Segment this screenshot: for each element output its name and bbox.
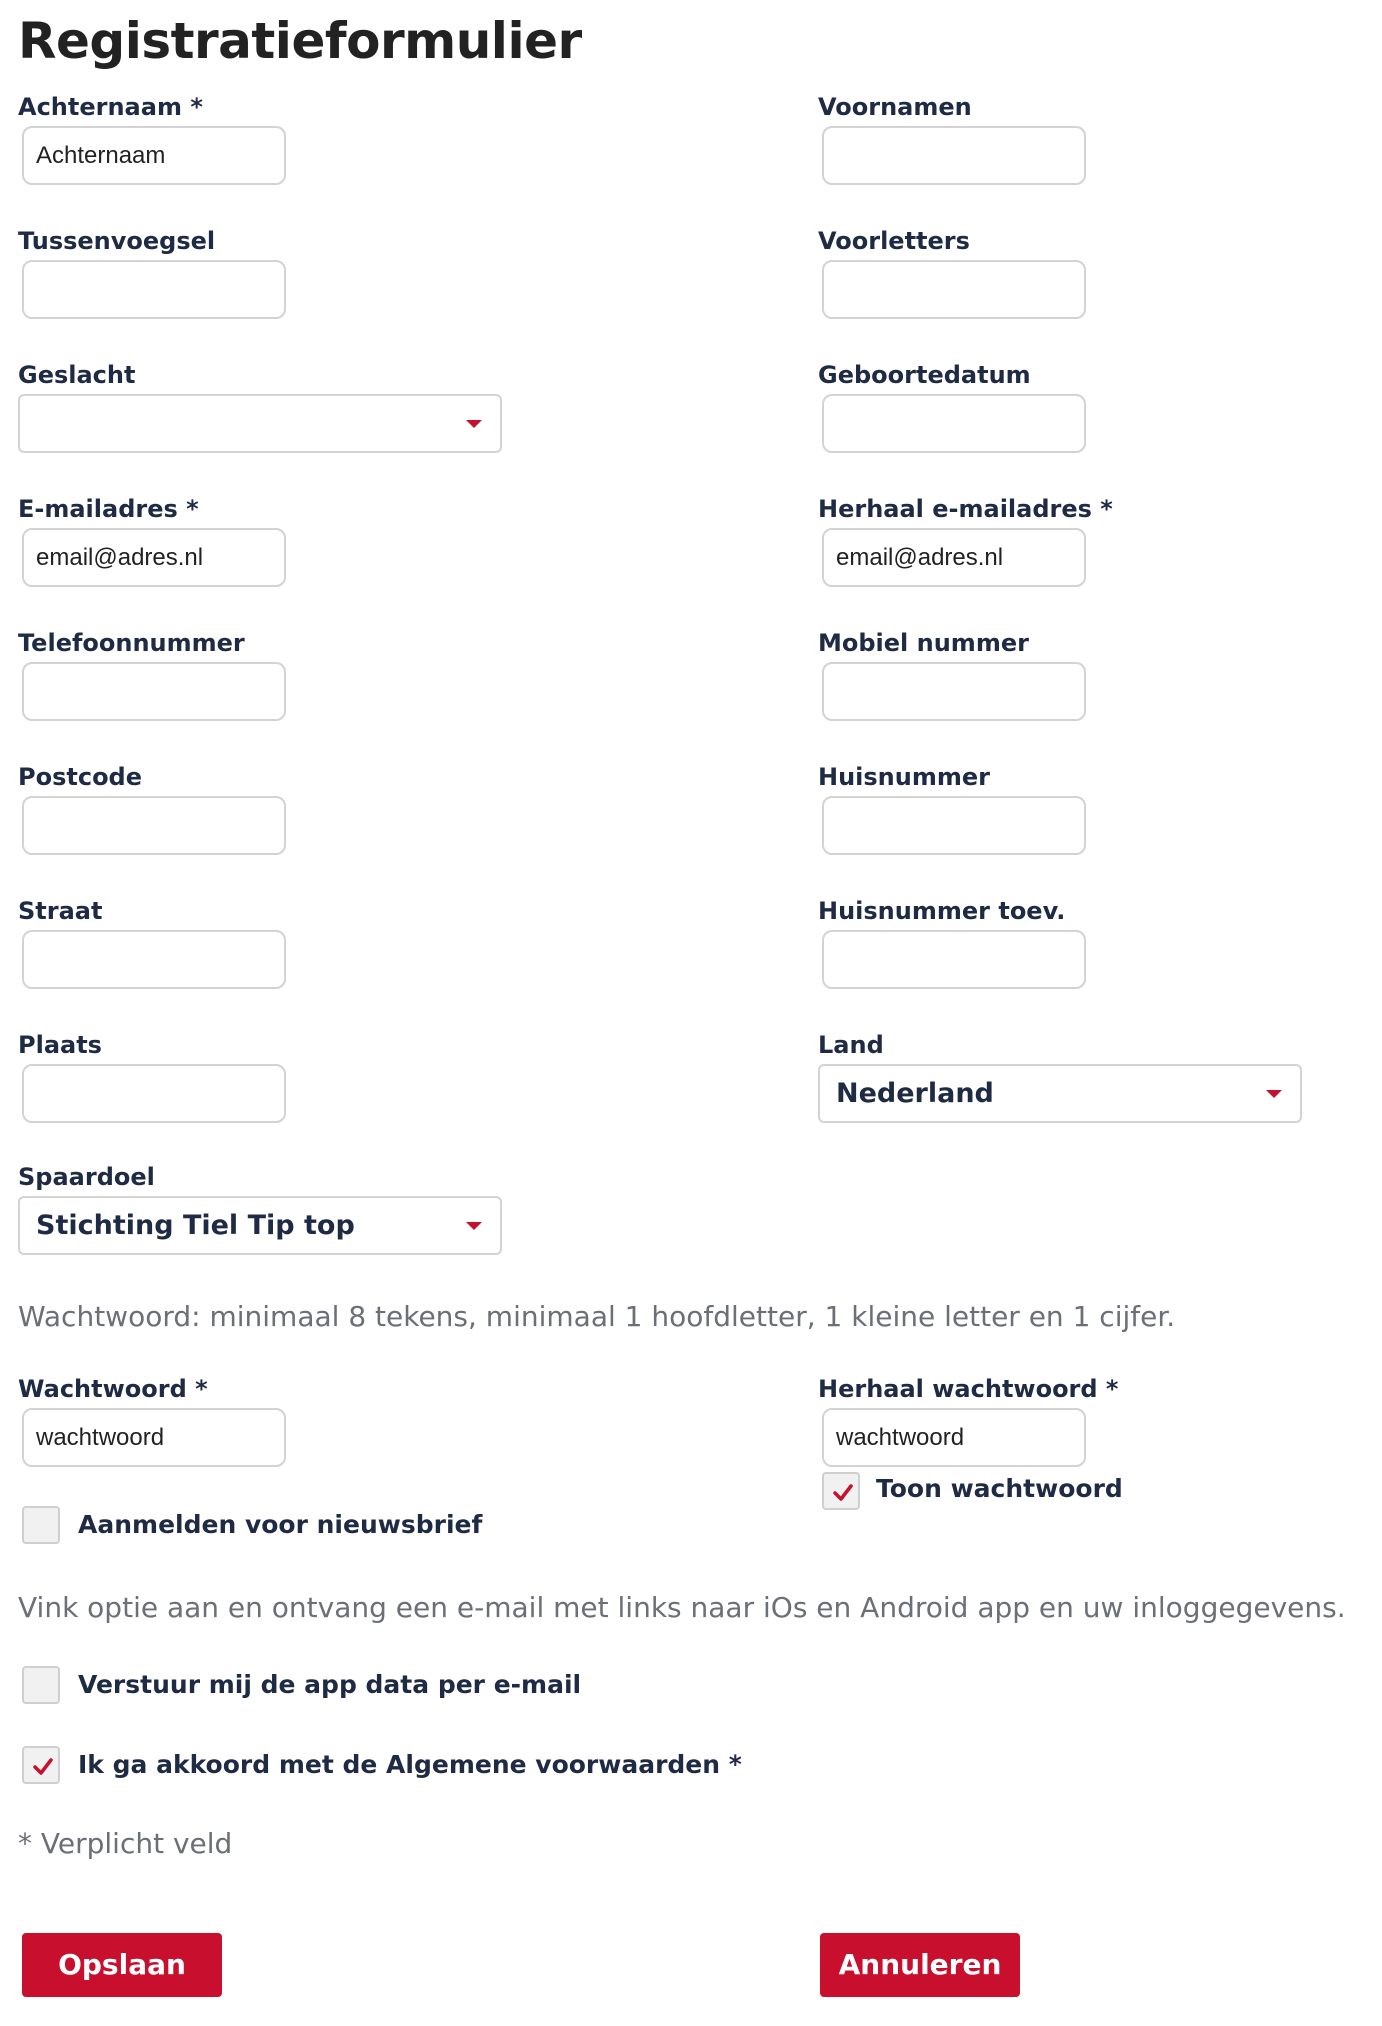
straat-label: Straat	[18, 897, 103, 925]
geslacht-select[interactable]	[18, 394, 502, 453]
wachtwoord-repeat-input[interactable]: wachtwoord	[822, 1408, 1086, 1467]
cancel-button[interactable]: Annuleren	[820, 1933, 1020, 1997]
mobiel-input[interactable]	[822, 662, 1086, 721]
app-info-text: Vink optie aan en ontvang een e-mail met links naar iOs en Android app en uw inloggegevens.	[18, 1591, 1346, 1624]
email-repeat-label: Herhaal e-mailadres *	[818, 495, 1113, 523]
voorwaarden-checkbox[interactable]	[22, 1746, 60, 1784]
toon-wachtwoord-checkbox[interactable]	[822, 1472, 860, 1510]
password-hint: Wachtwoord: minimaal 8 tekens, minimaal 1 hoofdletter, 1 kleine letter en 1 cijfer.	[18, 1300, 1176, 1333]
voornamen-label: Voornamen	[818, 93, 972, 121]
geboortedatum-input[interactable]	[822, 394, 1086, 453]
spaardoel-label: Spaardoel	[18, 1163, 155, 1191]
caret-down-icon	[1266, 1090, 1282, 1098]
geslacht-label: Geslacht	[18, 361, 136, 389]
telefoon-label: Telefoonnummer	[18, 629, 245, 657]
huisnummer-input[interactable]	[822, 796, 1086, 855]
page-title: Registratieformulier	[18, 12, 582, 70]
nieuwsbrief-label[interactable]: Aanmelden voor nieuwsbrief	[78, 1510, 483, 1539]
voorletters-input[interactable]	[822, 260, 1086, 319]
checkmark-icon	[31, 1754, 55, 1778]
app-data-checkbox[interactable]	[22, 1666, 60, 1704]
save-button[interactable]: Opslaan	[22, 1933, 222, 1997]
spaardoel-value: Stichting Tiel Tip top	[36, 1210, 355, 1241]
email-repeat-input[interactable]: email@adres.nl	[822, 528, 1086, 587]
straat-input[interactable]	[22, 930, 286, 989]
land-select[interactable]	[818, 1064, 1302, 1123]
caret-down-icon	[466, 1222, 482, 1230]
caret-down-icon	[466, 420, 482, 428]
wachtwoord-label: Wachtwoord *	[18, 1375, 208, 1403]
huisnummer-label: Huisnummer	[818, 763, 990, 791]
required-note: * Verplicht veld	[18, 1827, 233, 1860]
tussenvoegsel-label: Tussenvoegsel	[18, 227, 216, 255]
wachtwoord-input[interactable]: wachtwoord	[22, 1408, 286, 1467]
voorletters-label: Voorletters	[818, 227, 970, 255]
email-label: E-mailadres *	[18, 495, 199, 523]
achternaam-input[interactable]: Achternaam	[22, 126, 286, 185]
mobiel-label: Mobiel nummer	[818, 629, 1029, 657]
land-value: Nederland	[836, 1078, 994, 1109]
land-label: Land	[818, 1031, 884, 1059]
huisnummer-toev-label: Huisnummer toev.	[818, 897, 1066, 925]
postcode-label: Postcode	[18, 763, 143, 791]
toon-wachtwoord-label[interactable]: Toon wachtwoord	[876, 1474, 1123, 1503]
voorwaarden-label[interactable]: Ik ga akkoord met de Algemene voorwaarden *	[78, 1750, 742, 1779]
geboortedatum-label: Geboortedatum	[818, 361, 1031, 389]
app-data-label[interactable]: Verstuur mij de app data per e-mail	[78, 1670, 582, 1699]
email-input[interactable]: email@adres.nl	[22, 528, 286, 587]
tussenvoegsel-input[interactable]	[22, 260, 286, 319]
telefoon-input[interactable]	[22, 662, 286, 721]
plaats-input[interactable]	[22, 1064, 286, 1123]
plaats-label: Plaats	[18, 1031, 102, 1059]
voornamen-input[interactable]	[822, 126, 1086, 185]
postcode-input[interactable]	[22, 796, 286, 855]
wachtwoord-repeat-label: Herhaal wachtwoord *	[818, 1375, 1119, 1403]
achternaam-label: Achternaam *	[18, 93, 203, 121]
checkmark-icon	[831, 1480, 855, 1504]
spaardoel-select[interactable]	[18, 1196, 502, 1255]
huisnummer-toev-input[interactable]	[822, 930, 1086, 989]
nieuwsbrief-checkbox[interactable]	[22, 1506, 60, 1544]
